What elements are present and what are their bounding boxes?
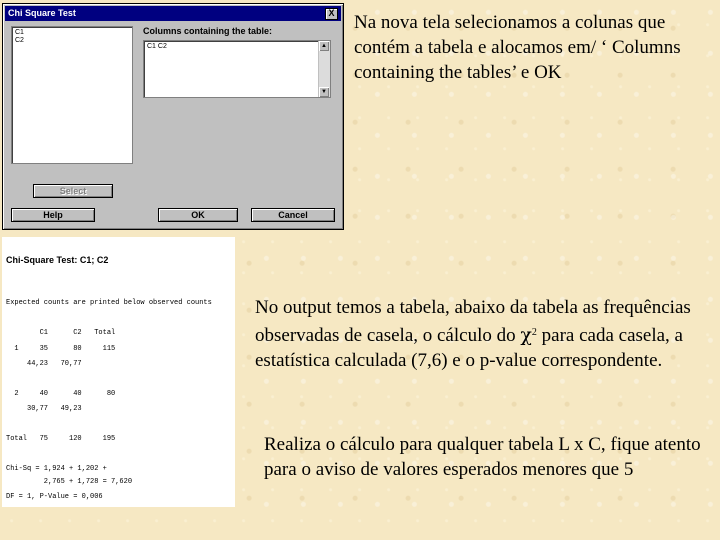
variable-item-c2[interactable]: C2 xyxy=(15,37,24,44)
output-title: Chi-Square Test: C1; C2 xyxy=(6,255,109,265)
output-line: Total 75 120 195 xyxy=(6,435,116,443)
session-output-panel xyxy=(2,237,235,507)
output-line: 1 35 80 115 xyxy=(6,345,116,353)
chi-superscript: 2 xyxy=(531,327,537,338)
chi-square-dialog xyxy=(2,3,344,230)
caption-middle xyxy=(255,295,715,373)
columns-field[interactable] xyxy=(143,40,331,98)
scroll-up-icon[interactable]: ▲ xyxy=(319,41,329,51)
ok-button[interactable]: OK xyxy=(158,208,238,222)
output-line: 2 40 40 80 xyxy=(6,390,116,398)
caption-middle-text-b: para cada casela, a estatística calculada (7,6) e o p-value correspondente. xyxy=(255,325,683,371)
select-button[interactable]: Select xyxy=(33,184,113,198)
dialog-title: Chi Square Test xyxy=(8,8,76,18)
variable-list[interactable] xyxy=(11,26,133,164)
close-button[interactable]: X xyxy=(325,8,338,20)
help-button[interactable]: Help xyxy=(11,208,95,222)
caption-top: Na nova tela selecionamos a colunas que contém a tabela e alocamos em/ ‘ Columns containing the tables’ e OK xyxy=(354,12,681,83)
chi-symbol: χ xyxy=(520,324,532,346)
output-line: Expected counts are printed below observed counts xyxy=(6,299,212,307)
columns-field-label: Columns containing the table: xyxy=(143,26,273,36)
output-line: C1 C2 Total xyxy=(6,329,116,337)
output-line: 44,23 70,77 xyxy=(6,360,82,368)
columns-field-value: C1 C2 xyxy=(147,43,167,50)
output-line: DF = 1, P-Value = 0,006 xyxy=(6,493,103,501)
caption-bottom: Realiza o cálculo para qualquer tabela L x C, fique atento para o aviso de valores esperados menores que 5 xyxy=(264,434,701,480)
cancel-button[interactable]: Cancel xyxy=(251,208,335,222)
output-line: 30,77 49,23 xyxy=(6,405,82,413)
output-line: Chi-Sq = 1,924 + 1,202 + xyxy=(6,465,107,473)
columns-scrollbar[interactable] xyxy=(318,41,330,97)
scroll-down-icon[interactable]: ▼ xyxy=(319,87,329,97)
dialog-titlebar xyxy=(5,6,341,21)
output-line: 2,765 + 1,728 = 7,620 xyxy=(6,478,133,486)
caption-middle-text-a: No output temos a tabela, abaixo da tabela as frequências observadas de casela, o cálculo do xyxy=(255,297,691,346)
variable-item-c1[interactable]: C1 xyxy=(15,29,24,36)
